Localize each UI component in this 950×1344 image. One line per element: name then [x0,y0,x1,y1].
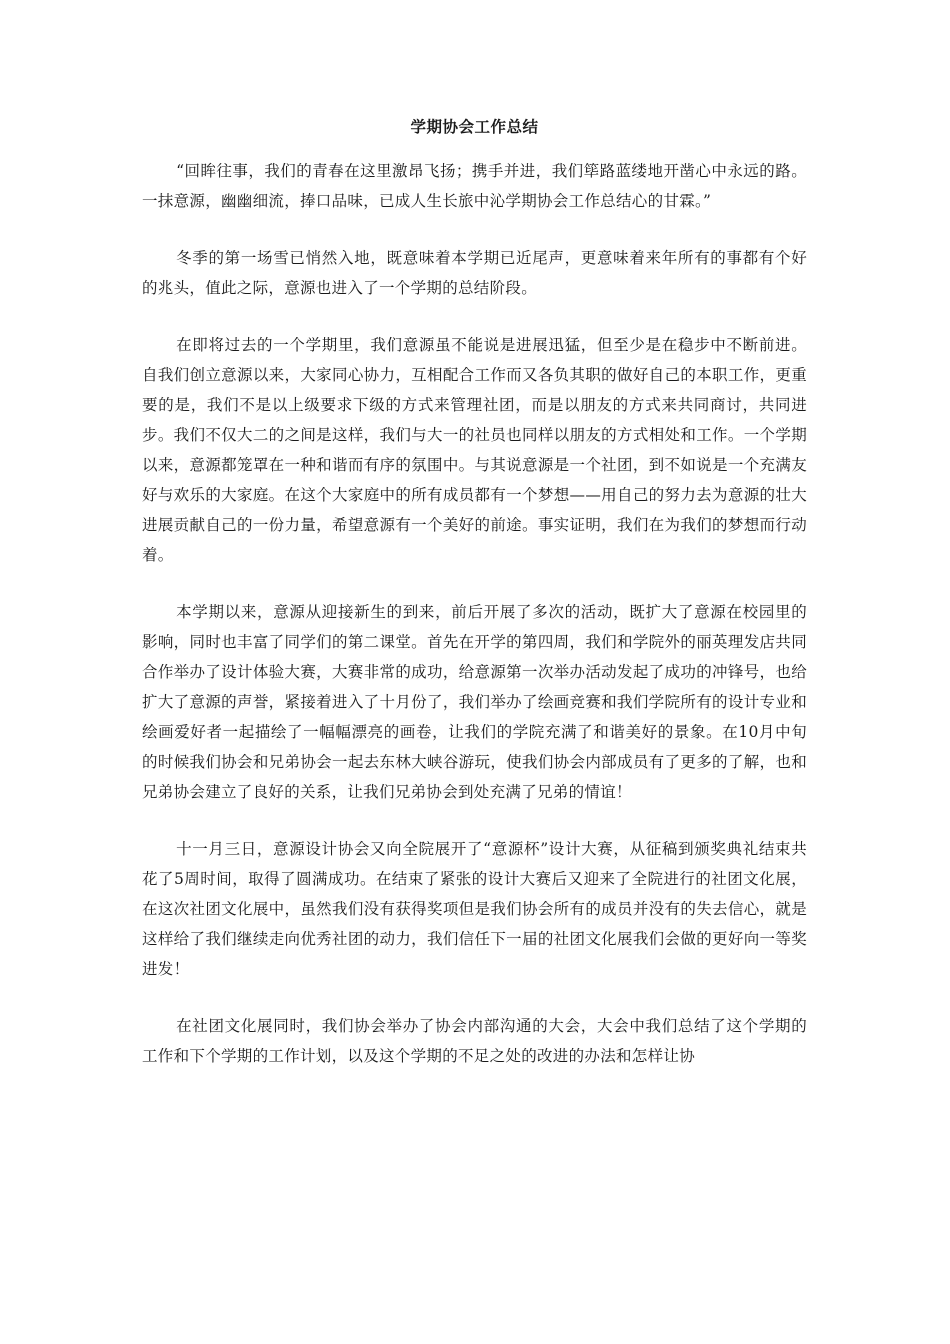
document-title: 学期协会工作总结 [410,117,539,136]
paragraph-design-contest: 十一月三日，意源设计协会又向全院展开了“意源杯”设计大赛，从征稿到颁奖典礼结束共花了5周时间，取得了圆满成功。在结束了紧张的设计大赛后又迎来了全院进行的社团文化展，在这次社团文化展中，虽然我们没有获得奖项但是我们协会所有的成员并没有的失去信心，就是这样给了我们继续走向优秀社团的动力，我们信任下一届的社团文化展我们会做的更好向一等奖进发！ [142,840,807,978]
document-body [142,112,807,1098]
paragraph-progress: 在即将过去的一个学期里，我们意源虽不能说是进展迅猛，但至少是在稳步中不断前进。自我们创立意源以来，大家同心协力，互相配合工作而又各负其职的做好自己的本职工作，更重要的是，我们不是以上级要求下级的方式来管理社团，而是以朋友的方式来共同商讨，共同进步。我们不仅大二的之间是这样，我们与大一的社员也同样以朋友的方式相处和工作。一个学期以来，意源都笼罩在一种和谐而有序的氛围中。与其说意源是一个社团，到不如说是一个充满友好与欢乐的大家庭。在这个大家庭中的所有成员都有一个梦想——用自己的努力去为意源的壮大进展贡献自己的一份力量，希望意源有一个美好的前途。事实证明，我们在为我们的梦想而行动着。 [142,336,807,564]
paragraph-quote: “回眸往事，我们的青春在这里激昂飞扬；携手并进，我们筚路蓝缕地开凿心中永远的路。一抹意源，幽幽细流，捧口品味，已成人生长旅中沁学期协会工作总结心的甘霖。” [142,162,807,210]
paragraph-activities: 本学期以来，意源从迎接新生的到来，前后开展了多次的活动，既扩大了意源在校园里的影响，同时也丰富了同学们的第二课堂。首先在开学的第四周，我们和学院外的丽英理发店共同合作举办了设计体验大赛，大赛非常的成功，给意源第一次举办活动发起了成功的冲锋号，也给扩大了意源的声誉，紧接着进入了十月份了，我们举办了绘画竞赛和我们学院所有的设计专业和绘画爱好者一起描绘了一幅幅漂亮的画卷，让我们的学院充满了和谐美好的景象。在10月中旬的时候我们协会和兄弟协会一起去东林大峡谷游玩，使我们协会内部成员有了更多的了解，也和兄弟协会建立了良好的关系，让我们兄弟协会到处充满了兄弟的情谊！ [142,603,807,801]
paragraph-internal-meeting: 在社团文化展同时，我们协会举办了协会内部沟通的大会，大会中我们总结了这个学期的工作和下个学期的工作计划，以及这个学期的不足之处的改进的办法和怎样让协 [142,1017,807,1065]
paragraph-intro: 冬季的第一场雪已悄然入地，既意味着本学期已近尾声，更意味着来年所有的事都有个好的兆头，值此之际，意源也进入了一个学期的总结阶段。 [142,249,807,297]
